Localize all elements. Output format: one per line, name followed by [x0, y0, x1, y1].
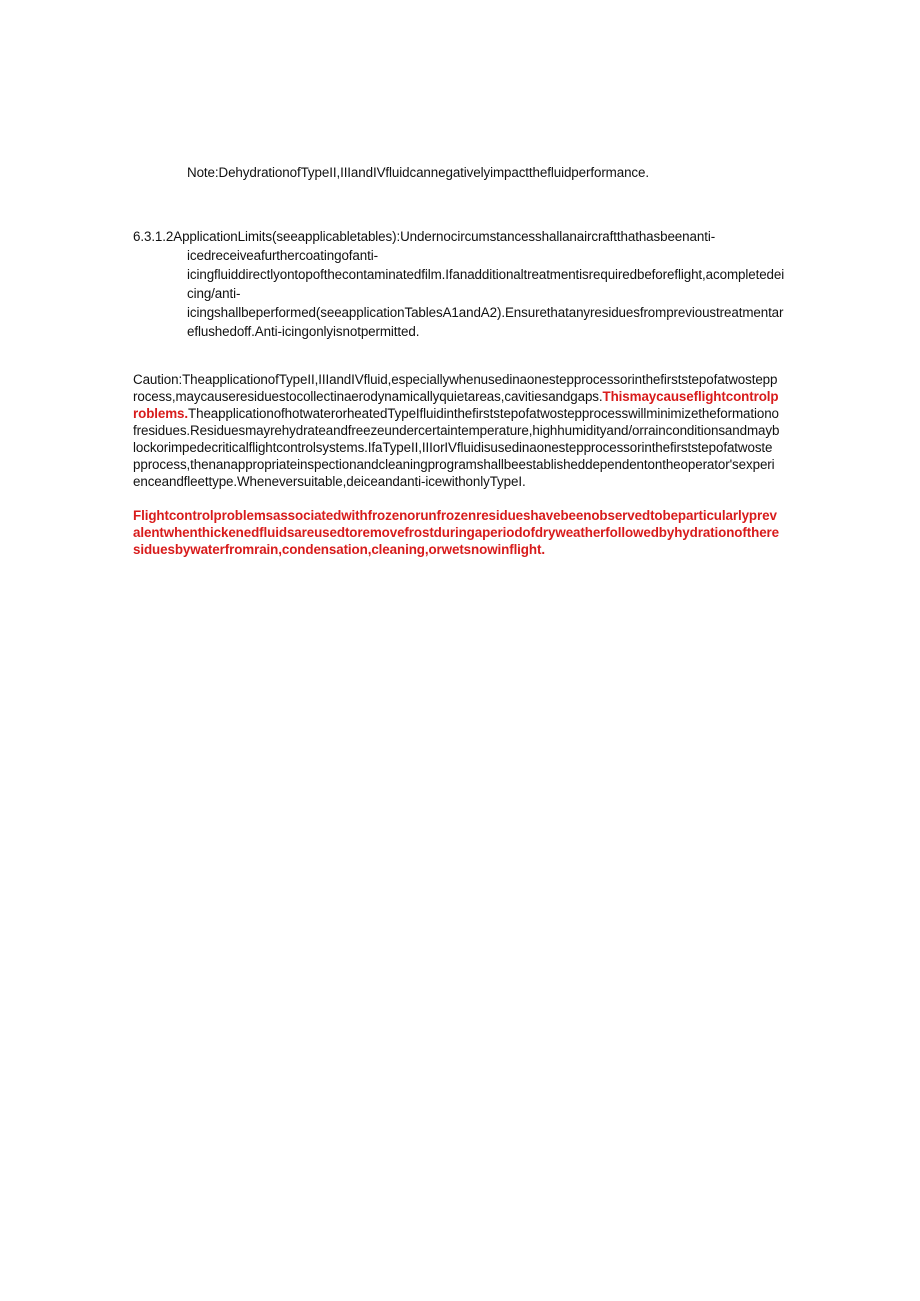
caution-line-2 — [133, 388, 779, 405]
caution-line-6: pprocess,thenanappropriateinspectionandcleaningprogramshallbeestablisheddependentontheoperator'sexperi — [133, 457, 775, 472]
section-line-4: cing/anti- — [187, 286, 241, 301]
warning-line-1: Flightcontrolproblemsassociatedwithfrozenorunfrozenresidueshavebeenobservedtobeparticularlyprev — [133, 508, 777, 523]
section-line-2: icedreceiveafurthercoatingofanti- — [187, 248, 378, 263]
caution-highlight-start: Thismaycauseflightcontrolp — [602, 389, 779, 404]
caution-line-3-text: TheapplicationofhotwaterorheatedTypeIfluidinthefirststepofatwostepprocesswillminimizetheformationo — [188, 406, 779, 421]
caution-line-1: Caution:TheapplicationofTypeII,IIIandIVfluid,especiallywhenusedinaonestepprocessorinthefirststepofatwostepp — [133, 372, 778, 387]
caution-line-4: fresidues.Residuesmayrehydrateandfreezeundercertaintemperature,highhumidityand/orrainconditionsandmayb — [133, 423, 780, 438]
section-line-5: icingshallbeperformed(seeapplicationTablesA1andA2).Ensurethatanyresiduesfromprevioustreatmentar — [187, 305, 784, 320]
caution-line-7: enceandfleettype.Wheneversuitable,deiceandanti-icewithonlyTypeI. — [133, 474, 526, 489]
warning-line-2: alentwhenthickenedfluidsareusedtoremovefrostduringaperiodofdryweatherfollowedbyhydrationofthere — [133, 525, 779, 540]
section-line-3: icingfluiddirectlyontopofthecontaminatedfilm.Ifanadditionaltreatmentisrequiredbeforeflight,acompletedei — [187, 267, 785, 282]
section-line-6: eflushedoff.Anti-icingonlyisnotpermitted. — [187, 324, 420, 339]
warning-line-3: siduesbywaterfromrain,condensation,cleaning,orwetsnowinflight. — [133, 542, 545, 557]
caution-line-2-text: rocess,maycauseresiduestocollectinaerodynamicallyquietareas,cavitiesandgaps. — [133, 389, 603, 404]
section-line-1: 6.3.1.2ApplicationLimits(seeapplicabletables):Undernocircumstancesshallanaircraftthathasbeenanti- — [133, 229, 716, 244]
caution-line-3 — [133, 405, 779, 422]
caution-highlight-end: roblems. — [133, 406, 189, 421]
caution-line-5: lockorimpedecriticalflightcontrolsystems.IfaTypeII,IIIorIVfluidisusedinaonestepprocessorinthefirststepofatwoste — [133, 440, 773, 455]
note-text: Note:DehydrationofTypeII,IIIandIVfluidcannegativelyimpactthefluidperformance. — [187, 165, 649, 180]
